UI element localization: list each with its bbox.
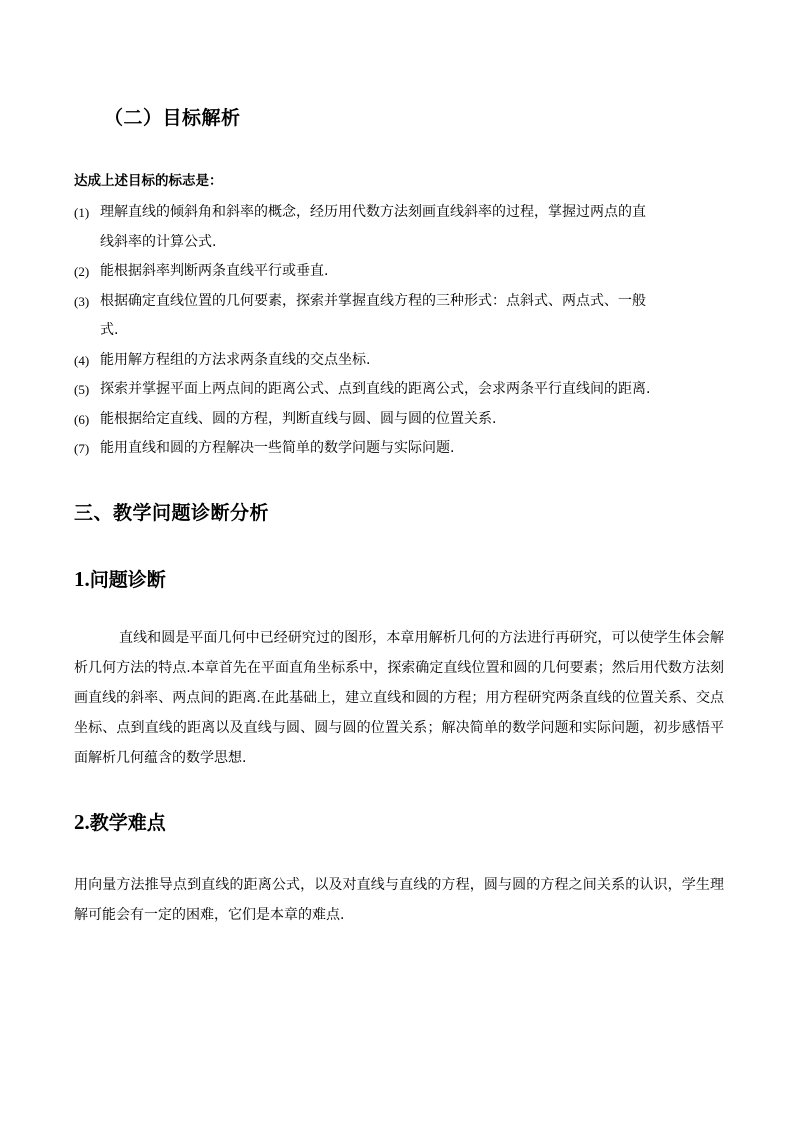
subsection-heading-diagnosis	[74, 565, 166, 592]
list-item-text: 理解直线的倾斜角和斜率的概念，经历用代数方法刻画直线斜率的过程，掌握过两点的直	[100, 204, 646, 220]
list-item-text-continued: 线斜率的计算公式.	[100, 233, 217, 250]
list-item-number: (2)	[74, 264, 90, 279]
list-item	[74, 257, 734, 287]
list-item-number: (5)	[74, 382, 90, 397]
list-item	[74, 198, 734, 257]
list-item-number: (3)	[74, 293, 90, 309]
subsection-number: 2.	[74, 810, 90, 834]
list-item-text: 能用直线和圆的方程解决一些简单的数学问题与实际问题.	[100, 440, 455, 456]
list-item-text: 探索并掌握平面上两点间的距离公式、点到直线的距离公式，会求两条平行直线间的距离.	[100, 381, 651, 397]
list-item	[74, 434, 734, 464]
list-item-number: (1)	[74, 205, 90, 220]
subsection-number: 1.	[74, 567, 90, 591]
list-item-number: (7)	[74, 441, 90, 456]
list-item	[74, 405, 734, 435]
list-item-text-continued: 式.	[100, 322, 119, 338]
list-item-text: 能用解方程组的方法求两条直线的交点坐标.	[100, 351, 371, 368]
list-item	[74, 375, 734, 405]
list-item-number: (4)	[74, 352, 90, 368]
list-item	[74, 287, 734, 346]
subsection-title: 问题诊断	[89, 569, 166, 591]
list-item-text: 能根据给定直线、圆的方程，判断直线与圆、圆与圆的位置关系.	[100, 410, 497, 427]
difficulty-paragraph: 用向量方法推导点到直线的距离公式，以及对直线与直线的方程，圆与圆的方程之间关系的认识，学生理解可能会有一定的困难，它们是本章的难点.	[74, 877, 724, 923]
section-main-heading: 三、教学问题诊断分析	[74, 502, 270, 524]
goals-list	[74, 198, 734, 464]
list-item	[74, 346, 734, 376]
subsection-title: 教学难点	[89, 812, 166, 834]
goals-lead-text: 达成上述目标的标志是：	[74, 173, 223, 189]
list-item-text: 根据确定直线位置的几何要素，探索并掌握直线方程的三种形式：点斜式、两点式、一般	[100, 292, 646, 309]
section-sub-heading: （二）目标解析	[104, 107, 241, 129]
list-item-number: (6)	[74, 411, 90, 427]
list-item-text: 能根据斜率判断两条直线平行或垂直.	[100, 263, 329, 279]
diagnosis-paragraph: 直线和圆是平面几何中已经研究过的图形，本章用解析几何的方法进行再研究，可以使学生体会解析几何方法的特点.本章首先在平面直角坐标系中，探索确定直线位置和圆的几何要素；然后用代数方法刻画直线的斜率、两点间的距离.在此基础上，建立直线和圆的方程；用方程研究两条直线的位置关系、交点坐标、点到直线的距离以及直线与圆、圆与圆的位置关系；解决简单的数学问题和实际问题，初步感悟平面解析几何蕴含的数学思想.	[74, 630, 724, 766]
subsection-heading-difficulty	[74, 808, 166, 835]
